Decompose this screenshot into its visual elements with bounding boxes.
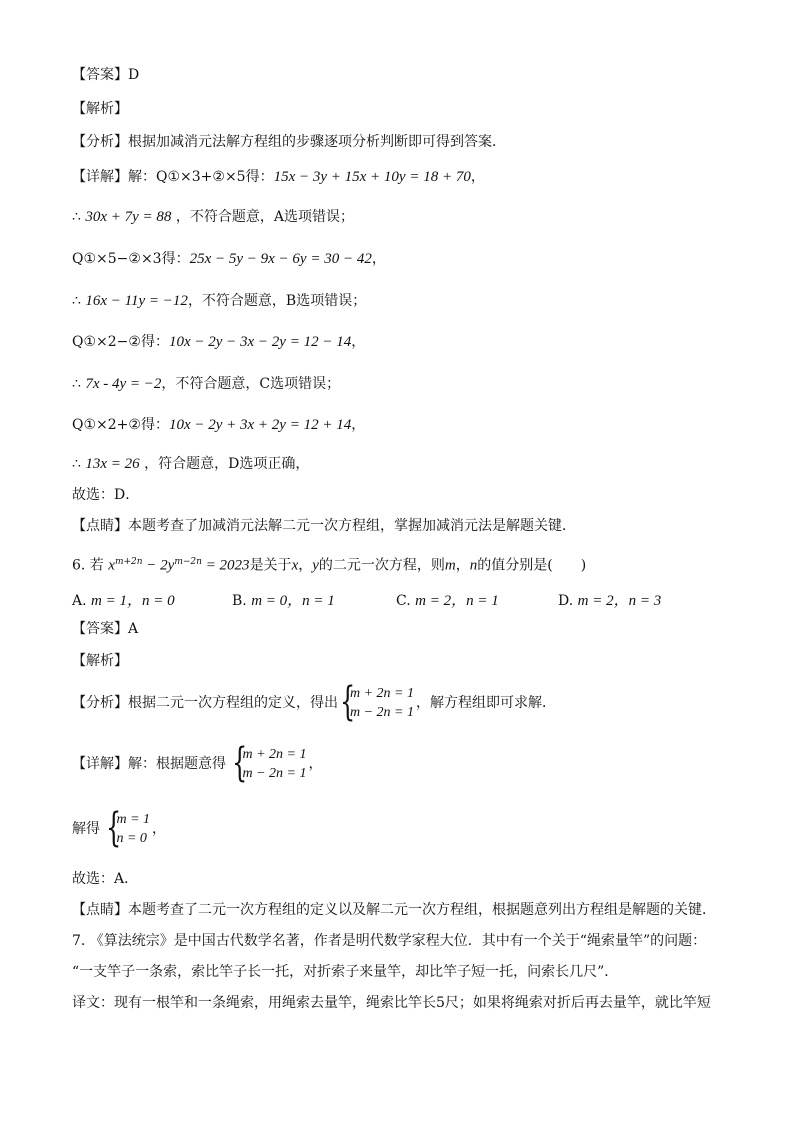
stem-sep: ，: [455, 557, 470, 574]
guxuan-text: 故选：A．: [72, 871, 139, 887]
q5-line-5: [72, 375, 340, 393]
step-prefix: Q①×2+②得：: [72, 417, 169, 433]
q6-jiede: [72, 805, 167, 851]
step-suffix: ，不符合题意，A选项错误；: [171, 209, 354, 225]
option-eq: m = 2，n = 1: [415, 593, 499, 609]
xiangjie-text: ，: [308, 756, 323, 772]
stem-superscript: m+2n: [114, 557, 143, 567]
q5-line-7: [72, 455, 309, 473]
step-prefix: ∴: [72, 209, 86, 225]
step-equation: 25x − 5y − 9x − 6y = 30 − 42: [189, 251, 372, 267]
equation-system: [232, 740, 307, 786]
step-equation: 16x − 11y = −12: [85, 293, 188, 309]
equation-system: [106, 805, 151, 851]
stem-prefix: 6. 若: [72, 557, 109, 574]
step-prefix: ∴: [72, 293, 86, 309]
stem-eq-part: − 2y: [142, 557, 175, 574]
step-prefix: ∴: [72, 376, 86, 392]
system-row: m + 2n = 1: [242, 747, 307, 762]
system-row: m − 2n = 1: [242, 766, 307, 781]
option-c: [396, 589, 499, 610]
option-label: C.: [396, 593, 411, 609]
stem-eq-part: = 2023: [201, 557, 250, 574]
step-suffix: ，: [470, 169, 485, 185]
step-prefix: ∴: [72, 456, 86, 472]
fenxi-tag: 【分析】: [72, 695, 128, 711]
q5-line-1: [72, 208, 354, 226]
q7-text: “一支竿子一条索，索比竿子长一托，对折索子来量竿，却比竿子短一托，问索长几尺”．: [72, 964, 619, 980]
stem-var: y: [312, 557, 319, 574]
option-eq: m = 2，n = 3: [577, 593, 662, 609]
answer-tag: 【答案】: [72, 67, 128, 83]
step-equation: 7x - 4y = −2: [85, 376, 162, 392]
q7-text: 译文：现有一根竿和一条绳索，用绳索去量竿，绳索比竿长5尺；如果将绳索对折后再去量竿，就比竿短: [72, 995, 711, 1011]
xiangjie-text: 解：根据题意得: [128, 756, 231, 772]
option-d: [558, 589, 661, 610]
jiexi-tag: 【解析】: [72, 653, 128, 669]
step-equation: 10x − 2y − 3x − 2y = 12 − 14: [168, 334, 352, 350]
step-suffix: ，: [371, 251, 386, 267]
step-suffix: ，不符合题意，C选项错误；: [161, 376, 341, 392]
step-equation: 13x = 26: [85, 456, 140, 472]
option-eq: m = 0，n = 1: [251, 593, 335, 609]
jiexi-tag: 【解析】: [72, 101, 128, 117]
q6-fenxi: [72, 679, 557, 725]
q5-line-3: [72, 292, 366, 310]
q6-jiexi: [72, 652, 128, 670]
q5-line-4: [72, 333, 365, 351]
fenxi-tag: 【分析】: [72, 134, 128, 150]
stem-var: n: [469, 557, 478, 574]
brace-icon: {: [106, 805, 122, 851]
dianjing-tag: 【点睛】: [72, 518, 128, 534]
dianjing-tag: 【点睛】: [72, 902, 128, 918]
q5-jiexi: [72, 100, 128, 118]
step-suffix: ，不符合题意，B选项错误；: [187, 293, 367, 309]
option-eq: m = 1，n = 0: [91, 593, 175, 609]
stem-superscript: m−2n: [174, 557, 202, 567]
step-equation: 30x + 7y = 88: [85, 209, 172, 225]
q5-dianjing: [72, 517, 576, 535]
q5-line-2: [72, 250, 386, 268]
option-b: [232, 589, 335, 610]
answer-value: D: [128, 67, 140, 83]
fenxi-text: ，解方程组即可求解．: [416, 695, 557, 711]
q7-line-2: [72, 963, 618, 981]
system-row: m + 2n = 1: [350, 686, 415, 701]
equation-system: [340, 679, 415, 725]
step-equation: 10x − 2y + 3x + 2y = 12 + 14: [168, 417, 352, 433]
dianjing-text: 本题考查了二元一次方程组的定义以及解二元一次方程组，根据题意列出方程组是解题的关键．: [128, 902, 716, 918]
q5-guxuan: [72, 486, 139, 504]
step-suffix: ，符合题意，D选项正确，: [139, 456, 310, 472]
stem-sep: ，: [298, 557, 313, 574]
system-row: m = 1: [116, 812, 151, 827]
step-prefix: 解：Q①×3+②×5得：: [128, 169, 274, 185]
stem-text: 是关于: [249, 557, 292, 574]
xiangjie-tag: 【详解】: [72, 756, 128, 772]
q7-text: 7. 《算法统宗》是中国古代数学名著，作者是明代数学家程大位．其中有一个关于“绳索量竿”的问题：: [72, 933, 707, 949]
q7-line-1: [72, 932, 706, 950]
brace-icon: {: [340, 679, 356, 725]
system-row: m − 2n = 1: [350, 705, 415, 720]
option-label: B.: [232, 593, 247, 609]
jiede-text: ，: [152, 821, 167, 837]
q6-guxuan: [72, 870, 138, 888]
q7-line-3: [72, 994, 711, 1012]
stem-text: 的值分别是( ): [477, 557, 587, 574]
stem-eq-part: x: [108, 557, 115, 574]
brace-icon: {: [232, 740, 248, 786]
xiangjie-tag: 【详解】: [72, 169, 128, 185]
answer-tag: 【答案】: [72, 621, 128, 637]
step-suffix: ，: [351, 334, 366, 350]
stem-var: x: [291, 557, 299, 574]
option-label: A.: [72, 593, 87, 609]
jiede-text: 解得: [72, 821, 105, 837]
fenxi-text: 根据二元一次方程组的定义，得出: [128, 695, 338, 711]
guxuan-text: 故选：D．: [72, 487, 140, 503]
stem-text: 的二元一次方程，则: [318, 557, 445, 574]
q6-answer: [72, 620, 138, 638]
step-prefix: Q①×2−②得：: [72, 334, 169, 350]
step-prefix: Q①×5−②×3得：: [72, 251, 190, 267]
q6-stem: [72, 553, 586, 575]
option-a: [72, 589, 175, 610]
stem-var: m: [444, 557, 456, 574]
system-row: n = 0: [116, 831, 147, 846]
q5-line-6: [72, 416, 365, 434]
q6-xiangjie: [72, 740, 323, 786]
step-equation: 15x − 3y + 15x + 10y = 18 + 70: [273, 169, 471, 185]
q6-dianjing: [72, 901, 716, 919]
fenxi-text: 根据加减消元法解方程组的步骤逐项分析判断即可得到答案．: [128, 134, 506, 150]
step-suffix: ，: [351, 417, 366, 433]
q5-xiangjie-line-0: [72, 168, 485, 186]
answer-value: A: [128, 621, 139, 637]
q5-answer: [72, 66, 139, 84]
dianjing-text: 本题考查了加减消元法解二元一次方程组，掌握加减消元法是解题关键．: [128, 518, 576, 534]
option-label: D.: [558, 593, 574, 609]
q5-fenxi: [72, 133, 506, 151]
